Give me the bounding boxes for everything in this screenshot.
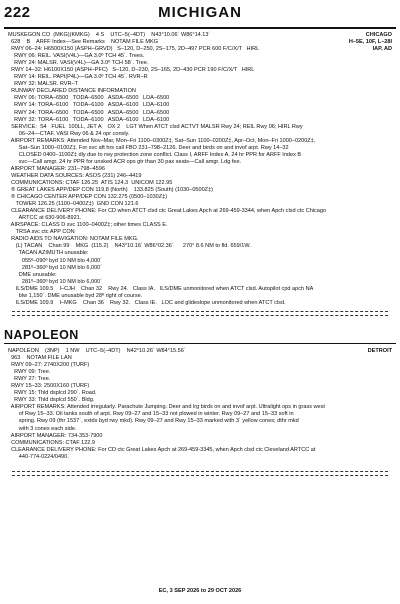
muskegon-line [8, 173, 392, 180]
napoleon-line [8, 390, 392, 397]
line-text: spring. Rwy 09 (thr 1537´, extds byd rwy mkd). Rwy 09–27 and Rwy 15–33 marked with 3´ yellow cones; dthr mkd [8, 418, 299, 425]
muskegon-line [8, 131, 392, 138]
line-text: CLEARANCE DELIVERY PHONE: For CD when ATCT clsd ctc Great Lakes Apch at 269-459-3344, when Apch clsd ctc Chicago [8, 208, 327, 215]
muskegon-line [8, 265, 392, 272]
muskegon-line [8, 102, 392, 109]
muskegon-line [8, 286, 392, 293]
entry-separator-3 [12, 471, 388, 472]
muskegon-line [8, 95, 392, 102]
line-text: RWY 24: TORA–6500 TODA–6500 ASDA–6500 LDA–6500 [8, 109, 170, 116]
line-text: NAPOLEON (3NP) 1 NW UTC–5(–4DT) N42°10.26´ W84°15.56´ [8, 348, 186, 354]
line-right-label: DETROIT [367, 348, 392, 354]
line-text: Sat–Sun 1000–0100Z‡. For svc aft hrs call FBO 231–798–2126. Deer and birds on and invof arpt. Rwy 14–32 [8, 144, 289, 151]
muskegon-line [8, 222, 392, 229]
napoleon-line [8, 397, 392, 404]
napoleon-line [8, 376, 392, 383]
line-text: svc—Call amgr. 24 hr PPR for unsked ACR ops gtr than 30 pax seats—Call amgr. Ldg fee. [8, 158, 242, 165]
muskegon-line [8, 74, 392, 81]
page-footer: EC, 3 SEP 2026 to 29 OCT 2026 [158, 588, 242, 594]
line-text: RWY 09–27: 2740X200 (TURF) [8, 362, 90, 369]
line-text: RWY 32: MALSR. RVR–T [8, 81, 78, 88]
line-text: RWY 24: MALSR. VASI(V4L)—GA 3.0º TCH 58´. Tree. [8, 60, 149, 67]
line-text: RWY 06: TORA–6500 TODA–6500 ASDA–6500 LDA–6500 [8, 95, 170, 102]
napoleon-line [8, 426, 392, 433]
muskegon-line [8, 300, 392, 307]
line-right-label: CHICAGO [365, 32, 392, 38]
line-text: COMMUNICATIONS: CTAF 122.9 [8, 439, 96, 446]
muskegon-line [8, 236, 392, 243]
line-text: SERVICE: S4 FUEL 100LL, JET A OX 2 LGT When ATCT clsd ACTVT MALSR Rwy 24; REIL Rwy 06; HIRL Rwy [8, 123, 303, 130]
line-text: RUNWAY DECLARED DISTANCE INFORMATION [8, 88, 136, 95]
muskegon-line [8, 293, 392, 300]
napoleon-line [8, 418, 392, 425]
muskegon-line [8, 32, 392, 39]
line-text: 440-774-0224/0490. [8, 453, 69, 460]
muskegon-line [8, 152, 392, 159]
line-text: MUSKEGON CO (MKG)(KMKG) 4 S UTC–5(–4DT) N43°10.06´ W86°14.13´ [8, 32, 211, 38]
napoleon-line [8, 348, 392, 355]
muskegon-line [8, 110, 392, 117]
line-right-label: IAP, AD [372, 46, 392, 53]
page-number: 222 [4, 4, 31, 21]
header-rule [4, 27, 396, 29]
napoleon-line [8, 454, 392, 461]
line-text: TRSA svc ctc APP CON [8, 229, 75, 236]
line-text: RWY 14: TORA–6100 TODA–6100 ASDA–6100 LDA–6100 [8, 102, 170, 109]
line-text: RWY 14–32: H6100X150 (ASPH–PFC) S–120, D–230, 2S–165, 2D–430 PCR 190 F/C/X/T HIRL [8, 67, 255, 74]
entry-separator-2 [12, 315, 388, 316]
line-text: AIRPORT MANAGER: 734-353-7900 [8, 432, 103, 439]
muskegon-line [8, 81, 392, 88]
line-text: ILS/DME 109.5 I–CJH Chan 32 Rwy 24. Class IA. ILS/DME unmonitored when ATCT clsd. Autopilot cpd apch NA [8, 285, 314, 292]
line-text: RWY 06–24: H6500X150 (ASPH–GRVD) S–120, D–250, 2S–175, 2D–497 PCR 600 F/C/X/T HIRL [8, 46, 260, 53]
napoleon-line [8, 440, 392, 447]
line-text: WEATHER DATA SOURCES: ASOS (231) 246–4419 [8, 172, 142, 179]
napoleon-line [8, 362, 392, 369]
line-text: 281º–360º byd 10 NM blo 6,000´ [8, 264, 103, 271]
line-text: RWY 15: Thld dsplcd 290´. Road. [8, 390, 97, 397]
muskegon-line [8, 88, 392, 95]
line-text: AIRPORT REMARKS: Attended Nov–Mar, Mon–Fri 1100–0300Z‡, Sat–Sun 1100–0200Z‡, Apr–Oct, Mon–Fri 1000–0200Z‡, [8, 137, 316, 144]
napoleon-line [8, 369, 392, 376]
muskegon-line [8, 145, 392, 152]
line-text: ® GREAT LAKES APP/DEP CON 119.8 (North) 133.825 (South) (1030–0500Z‡) [8, 187, 214, 194]
muskegon-entry [8, 32, 392, 307]
muskegon-line [8, 201, 392, 208]
line-text: 06–24—CTAF. VASI Rwy 06 & 24 opr consly. [8, 130, 130, 137]
line-text: RWY 15–33: 2500X160 (TURF) [8, 383, 90, 390]
muskegon-line [8, 194, 392, 201]
line-text: RWY 33: Thld dsplcd 550´. Bldg. [8, 397, 95, 404]
muskegon-line [8, 138, 392, 145]
napoleon-entry [8, 348, 392, 461]
line-text: DME unusable: [8, 271, 57, 278]
line-text: ARTCC at 630-906-8921. [8, 215, 82, 222]
line-text: 055º–090º byd 10 NM blo 4,000´ [8, 257, 103, 264]
page-header [0, 0, 400, 30]
line-text: ILS/DME 109.9 I–MKG Chan 36 Rwy 32. Class IE. LOC and glideslope unmonitored when ATCT clsd. [8, 299, 286, 306]
napoleon-line [8, 433, 392, 440]
city-rule [4, 343, 396, 344]
line-right-label: H–5E, 10F, L–28I [348, 39, 392, 46]
muskegon-line [8, 124, 392, 131]
line-text: RWY 09: Tree. [8, 369, 51, 376]
line-text: TOWER 126.25 (1100–0400Z‡) GND CON 121.6 [8, 201, 139, 208]
line-text: RADIO AIDS TO NAVIGATION: NOTAM FILE MKG. [8, 236, 139, 243]
muskegon-line [8, 215, 392, 222]
line-text: RWY 27: Tree. [8, 376, 51, 383]
line-text: 963 NOTAM FILE LAN [8, 355, 72, 362]
line-text: 628 B ARFF Index—See Remarks NOTAM FILE MKG [8, 39, 159, 46]
muskegon-line [8, 243, 392, 250]
line-text: of Rwy 15–33. Oil tanks south of arpt. Rwy 09–27 and 15–33 not plowed in winter. Rwy 09–27 and 15–33 soft in [8, 411, 294, 418]
line-text: AIRPORT MANAGER: 231–798–4596 [8, 165, 105, 172]
line-text: RWY 14: REIL. PAPI(P4L)—GA 3.0º TCH 45´. RVR–R [8, 74, 148, 81]
city-heading: NAPOLEON [4, 328, 79, 342]
muskegon-line [8, 250, 392, 257]
line-text: CLOSED 0400–1100Z‡ dly due to rwy protection zone conflict. Class I, ARFF Index A. 24 hr PPR for ARFF Index B [8, 151, 302, 158]
line-text: RWY 32: TORA–6100 TODA–6100 ASDA–6100 LDA–6100 [8, 116, 170, 123]
muskegon-line [8, 159, 392, 166]
napoleon-line [8, 383, 392, 390]
entry-separator-4 [12, 475, 388, 476]
line-text: with 3 cones each side. [8, 425, 77, 432]
muskegon-line [8, 60, 392, 67]
muskegon-line [8, 180, 392, 187]
line-text: (L) TACAN Chan 99 MKG (115.2) N43°10.16´ W86°02.36´ 270° 8.6 NM to fld. 659/1W. [8, 243, 251, 250]
muskegon-line [8, 272, 392, 279]
line-text: blw 1,150´. DME unusable byd 28º right of course. [8, 292, 143, 299]
muskegon-line [8, 229, 392, 236]
muskegon-line [8, 208, 392, 215]
napoleon-line [8, 411, 392, 418]
line-text: RWY 06: REIL. VASI(V4L)—GA 3.0º TCH 45´. Trees. [8, 53, 145, 60]
line-text: 281º–360º byd 10 NM blo 6,000´ [8, 278, 103, 285]
muskegon-line [8, 279, 392, 286]
line-text: ® CHICAGO CENTER APP/DEP CON 132.275 (0500–1030Z‡) [8, 194, 168, 201]
muskegon-line [8, 39, 392, 46]
line-text: AIRSPACE: CLASS D svc 1100–0400Z‡; other times CLASS E. [8, 222, 168, 229]
line-text: COMMUNICATIONS: CTAF 126.25 ATIS 124.3 UNICOM 122.95 [8, 179, 173, 186]
muskegon-line [8, 166, 392, 173]
state-title: MICHIGAN [158, 4, 242, 21]
napoleon-line [8, 447, 392, 454]
line-text: AIRPORT REMARKS: Attended irregularly. Parachute Jumping. Deer and lrg birds on and invof arpt. Ultralight ops in grass west [8, 404, 325, 411]
muskegon-line [8, 117, 392, 124]
line-text: CLEARANCE DELIVERY PHONE: For CD ctc Great Lakes Apch at 269-459-3345, when Apch clsd ctc Cleveland ARTCC at [8, 446, 316, 453]
napoleon-line [8, 404, 392, 411]
entry-separator [12, 311, 388, 312]
muskegon-line [8, 258, 392, 265]
line-text: TACAN AZIMUTH unusable: [8, 250, 89, 257]
napoleon-line [8, 355, 392, 362]
